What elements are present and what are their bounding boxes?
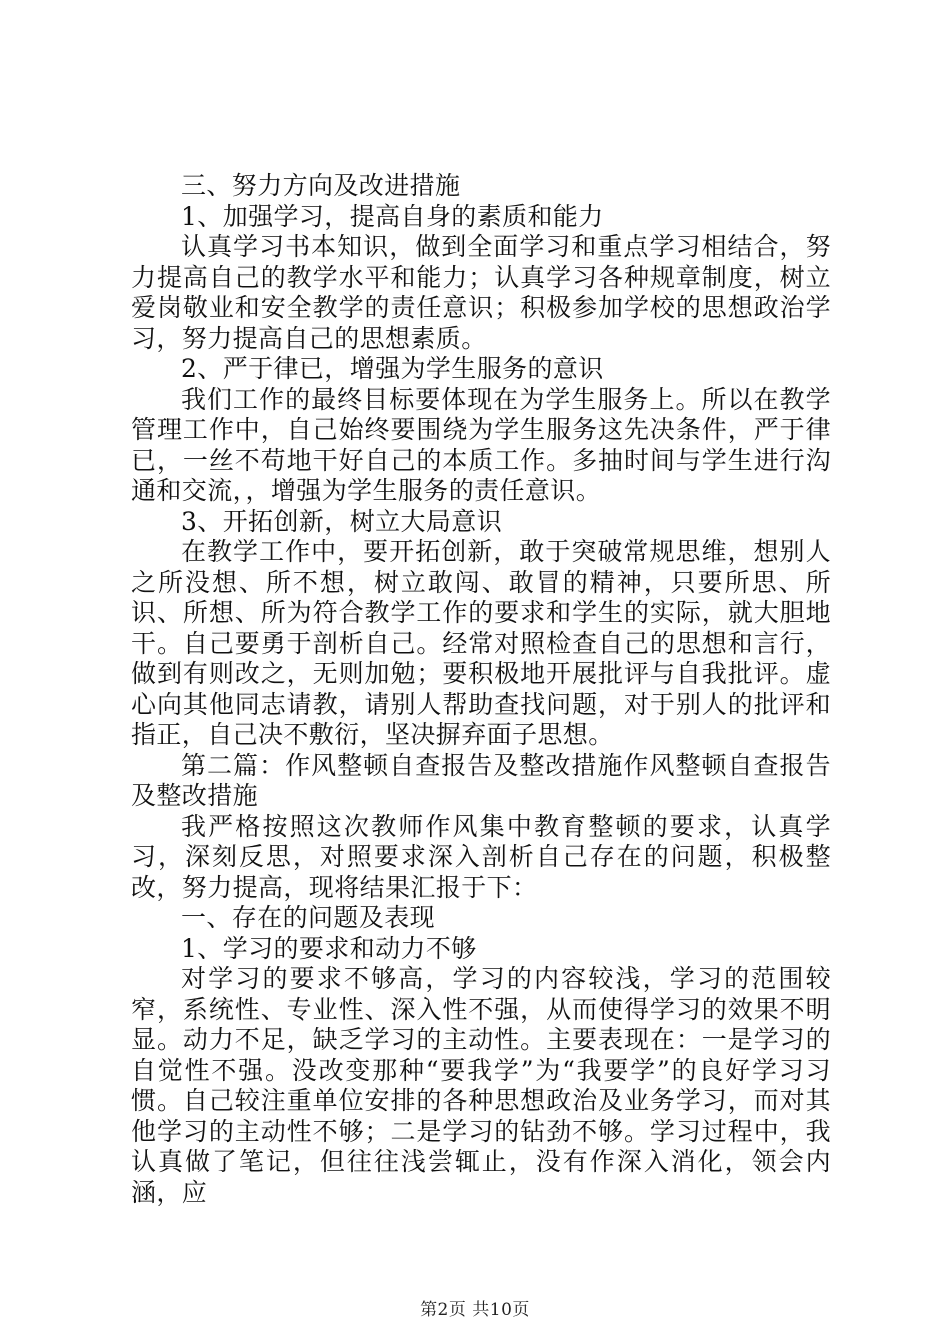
section-heading: 三、努力方向及改进措施 bbox=[181, 171, 461, 200]
body-paragraph: 我严格按照这次教师作风集中教育整顿的要求，认真学习，深刻反思，对照要求深入剖析自己存在的问题，积极整改，努力提高，现将结果汇报于下： bbox=[131, 811, 831, 902]
subsection-heading: 2、严于律已，增强为学生服务的意识 bbox=[181, 354, 604, 383]
subsection-heading: 1、学习的要求和动力不够 bbox=[181, 933, 477, 963]
section-heading: 一、存在的问题及表现 bbox=[181, 903, 436, 932]
document-body bbox=[131, 171, 831, 1208]
body-paragraph: 我们工作的最终目标要体现在为学生服务上。所以在教学管理工作中，自己始终要围绕为学生服务这先决条件，严于律已，一丝不苟地干好自己的本质工作。多抽时间与学生进行沟通和交流，，增强为学生服务的责任意识。 bbox=[131, 384, 831, 505]
body-paragraph: 认真学习书本知识，做到全面学习和重点学习相结合，努力提高自己的教学水平和能力；认真学习各种规章制度，树立爱岗敬业和安全教学的责任意识；积极参加学校的思想政治学习，努力提高自己的思想素质。 bbox=[131, 232, 831, 353]
subsection-heading: 3、开拓创新，树立大局意识 bbox=[181, 506, 503, 536]
body-paragraph: 对学习的要求不够高，学习的内容较浅，学习的范围较窄，系统性、专业性、深入性不强，从而使得学习的效果不明显。动力不足，缺乏学习的主动性。主要表现在：一是学习的自觉性不强。没改变那种“要我学”为“我要学”的良好学习习惯。自己较注重单位安排的各种思想政治及业务学习，而对其他学习的主动性不够；二是学习的钻劲不够。学习过程中，我认真做了笔记，但往往浅尝辄止，没有作深入消化，领会内涵，应 bbox=[131, 964, 831, 1207]
body-paragraph: 在教学工作中，要开拓创新，敢于突破常规思维，想别人之所没想、所不想，树立敢闯、敢冒的精神，只要所思、所识、所想、所为符合教学工作的要求和学生的实际，就大胆地干。自己要勇于剖析自己。经常对照检查自己的思想和言行，做到有则改之，无则加勉；要积极地开展批评与自我批评。虚心向其他同志请教，请别人帮助查找问题，对于别人的批评和指正，自己决不敷衍，坚决摒弃面子思想。 bbox=[131, 537, 831, 749]
subsection-heading: 1、加强学习，提高自身的素质和能力 bbox=[181, 201, 604, 231]
page-number-footer: 第2页 共10页 bbox=[420, 1300, 530, 1320]
chapter-title: 第二篇：作风整顿自查报告及整改措施作风整顿自查报告及整改措施 bbox=[131, 750, 831, 810]
